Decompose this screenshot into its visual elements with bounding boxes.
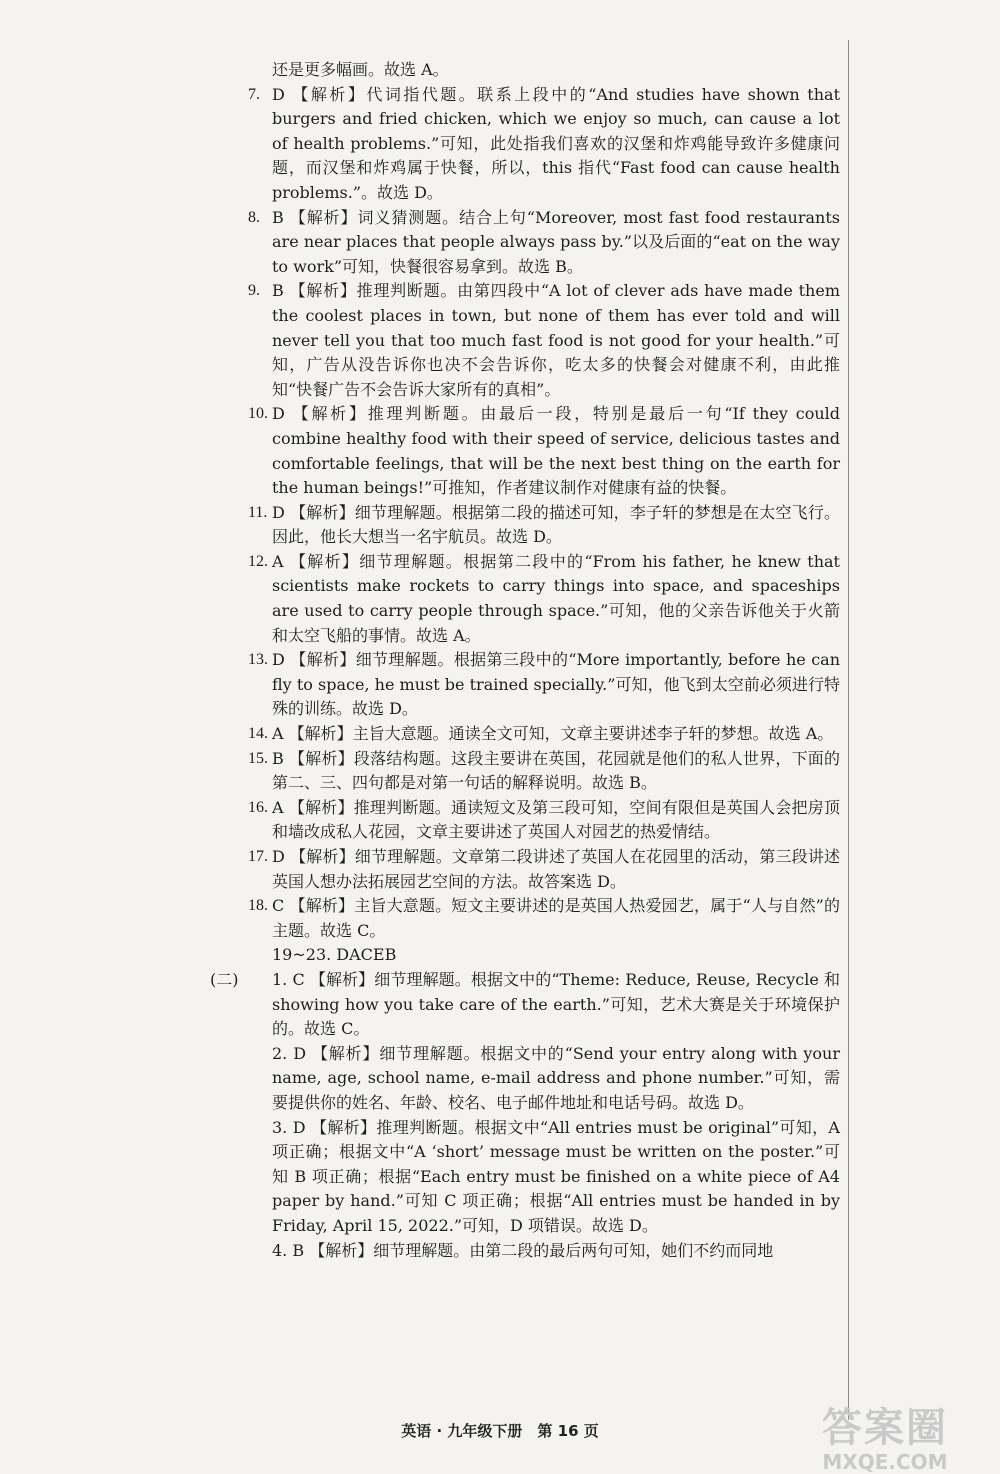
- item-text: D 【解析】推理判断题。根据文中“All entries must be original”可知，A 项正确；根据文中“A ‘short’ message must be written on the poster.”可知 B 项正确；根据“Each entry must be finished on a white piece of A4 paper by hand.”可知 C 项正确；根据“All entries must be handed in by Friday, April 15, 2022.”可知，D 项错误。故选 D。: [272, 1117, 840, 1235]
- item-text: A 【解析】推理判断题。通读短文及第三段可知，空间有限但是英国人会把房顶和墙改成私人花园，文章主要讲述了英国人对园艺的热爱情结。: [272, 797, 840, 842]
- item-number: 8.: [248, 208, 260, 226]
- item-number: 3.: [272, 1117, 288, 1137]
- answer-item-14: [210, 722, 840, 747]
- item-text: C 【解析】主旨大意题。短文主要讲述的是英国人热爱园艺，属于“人与自然”的主题。故选 C。: [272, 896, 840, 940]
- item-number: 11.: [248, 503, 268, 521]
- answer-item-17: [210, 845, 840, 894]
- answer-list: [210, 83, 840, 944]
- leading-text: 还是更多幅画。故选 A。: [272, 60, 449, 79]
- section2-item-1: [272, 968, 840, 1042]
- answer-item-18: [210, 894, 840, 943]
- page-footer: 英语 · 九年级下册 第 16 页: [401, 1422, 599, 1440]
- answer-item-10: [210, 402, 840, 500]
- item-number: 12.: [248, 552, 268, 570]
- item-number: 2.: [272, 1043, 288, 1063]
- section-2-list: [272, 968, 840, 1263]
- answer-content: [210, 58, 840, 1263]
- item-text: D 【解析】代词指代题。联系上段中的“And studies have shown that burgers and fried chicken, which we enjoy so much, can cause a lot of health problems.”可知，此处指我们喜欢的汉堡和炸鸡能导致许多健康问题，而汉堡和炸鸡属于快餐，所以，this 指代“Fast food can cause health problems.”。故选 D。: [272, 84, 840, 202]
- answer-item-16: [210, 796, 840, 845]
- site-watermark: [822, 1405, 948, 1474]
- answer-item-7: [210, 83, 840, 206]
- item-number: 4.: [272, 1240, 288, 1260]
- watermark-logo: 答案圈: [822, 1405, 948, 1451]
- section-2: [210, 968, 840, 1263]
- answer-item-9: [210, 279, 840, 402]
- item-text: D 【解析】推理判断题。由最后一段，特别是最后一句“If they could combine healthy food with their speed of service, delicious tastes and comfortable feelings, that will be the next best thing on the earth for the human beings!”可推知，作者建议制作对健康有益的快餐。: [272, 404, 840, 498]
- item-text: D 【解析】细节理解题。文章第二段讲述了英国人在花园里的活动，第三段讲述英国人想办法拓展园艺空间的方法。故答案选 D。: [272, 847, 840, 891]
- margin-rule: [848, 40, 849, 1420]
- item-number: 13.: [248, 651, 268, 669]
- section2-item-4: [272, 1239, 840, 1264]
- watermark-url: MXQE.COM: [822, 1450, 948, 1474]
- item-text: B 【解析】词义猜测题。结合上句“Moreover, most fast food restaurants are near places that people always pass by.”以及后面的“eat on the way to work”可知，快餐很容易拿到。故选 B。: [272, 207, 840, 276]
- item-number: 10.: [248, 405, 268, 423]
- item-text: B 【解析】细节理解题。由第二段的最后两句可知，她们不约而同地: [292, 1240, 774, 1260]
- answer-item-15: [210, 747, 840, 796]
- item-number: 9.: [248, 282, 260, 300]
- item-text: C 【解析】细节理解题。根据文中的“Theme: Reduce, Reuse, Recycle 和 showing how you take care of the earth.”可知，艺术大赛是关于环境保护的。故选 C。: [272, 969, 840, 1039]
- item-text: B 【解析】段落结构题。这段主要讲在英国，花园就是他们的私人世界，下面的第二、三、四句都是对第一句话的解释说明。故选 B。: [272, 748, 840, 793]
- item-text: A 【解析】主旨大意题。通读全文可知，文章主要讲述李子轩的梦想。故选 A。: [272, 724, 834, 744]
- item-text: B 【解析】推理判断题。由第四段中“A lot of clever ads have made them the coolest places in town, but none of them has ever told and will never tell you that too much fast food is not good for your health.”可知，广告从没告诉你也决不会告诉你，吃太多的快餐会对健康不利，由此推知“快餐广告不会告诉大家所有的真相”。: [272, 281, 840, 399]
- section2-item-2: [272, 1042, 840, 1116]
- item-number: 15.: [248, 749, 268, 767]
- section2-item-3: [272, 1116, 840, 1239]
- item-number: 1.: [272, 969, 288, 989]
- answer-item-13: [210, 648, 840, 722]
- item-number: 7.: [248, 85, 260, 103]
- item-text: D 【解析】细节理解题。根据文中的“Send your entry along with your name, age, school name, e-mail address and phone number.”可知，需要提供你的姓名、年龄、校名、电子邮件地址和电话号码。故选 D。: [272, 1043, 840, 1112]
- item-text: D 【解析】细节理解题。根据第三段中的“More importantly, before he can fly to space, he must be trained specially.”可知，他飞到太空前必须进行特殊的训练。故选 D。: [272, 650, 840, 719]
- item-text: D 【解析】细节理解题。根据第二段的描述可知，李子轩的梦想是在太空飞行。因此，他长大想当一名宇航员。故选 D。: [272, 502, 840, 547]
- answer-item-12: [210, 550, 840, 648]
- section-2-label: (二): [210, 969, 239, 989]
- answer-item-11: [210, 501, 840, 550]
- answer-item-8: [210, 206, 840, 280]
- item-number: 17.: [248, 848, 268, 865]
- answers-line: 19~23. DACEB: [272, 945, 397, 965]
- item-number: 18.: [248, 897, 268, 915]
- item-text: A 【解析】细节理解题。根据第二段中的“From his father, he knew that scientists make rockets to carry things into space, and spaceships are used to carry people through space.”可知，他的父亲告诉他关于火箭和太空飞船的事情。故选 A。: [272, 551, 840, 645]
- item-number: 16.: [248, 798, 268, 816]
- item-number: 14.: [248, 725, 268, 743]
